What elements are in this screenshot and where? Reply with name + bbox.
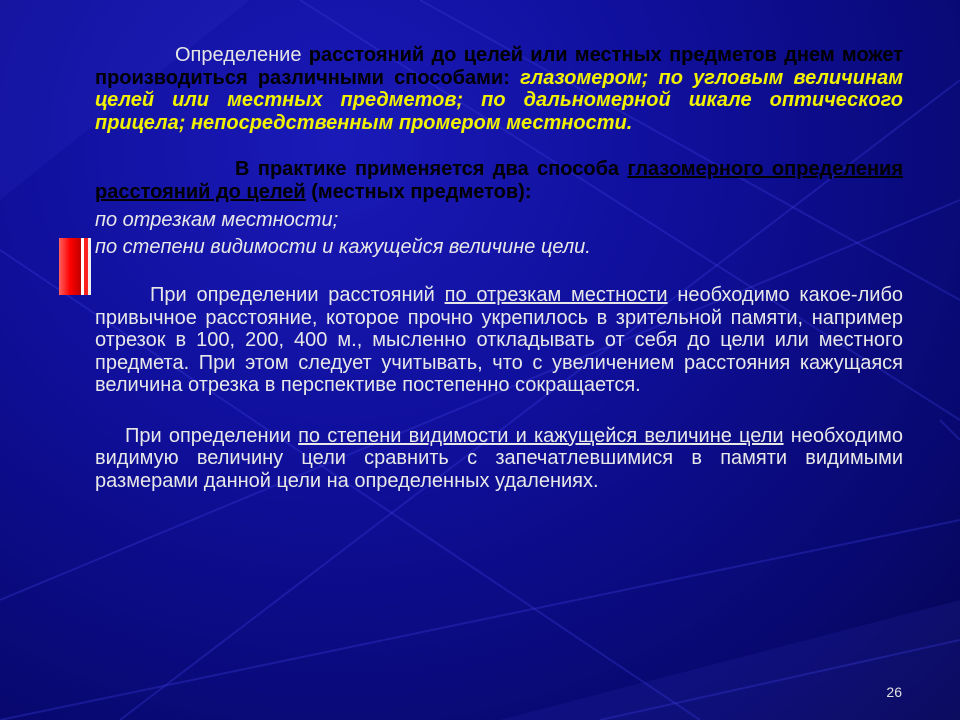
list-item: по отрезкам местности; <box>95 209 339 231</box>
paragraph-definition: Определение расстояний до целей или местных предметов днем может производиться различными способами: глазомером; по угловым величинам целей или местных предметов; по дальномерной шкале оптического прицела; непосредственным промером местности. <box>95 44 903 134</box>
list-item: по степени видимости и кажущейся величине цели. <box>95 236 591 258</box>
methods-list <box>95 209 903 258</box>
paragraph-terrain-segments: При определении расстояний по отрезкам местности необходимо какое-либо привычное расстояние, которое прочно укрепилось в зрительной памяти, например отрезок в 100, 200, 400 м., мысленно откладывать от себя до цели или местного предмета. При этом следует учитывать, что с увеличением расстояния кажущаяся величина отрезка в перспективе постепенно сокращается. <box>95 284 904 396</box>
page-number: 26 <box>886 684 902 700</box>
paragraph-practice: В практике применяется два способа глазомерного определения расстояний до целей (местных предметов): <box>95 158 903 203</box>
paragraph-visibility: При определении по степени видимости и кажущейся величине цели необходимо видимую величину цели сравнить с запечатлевшимися в памяти видимыми размерами данной цели на определенных удалениях. <box>95 424 904 492</box>
slide-body <box>95 44 903 492</box>
bullet-marker <box>59 238 93 295</box>
